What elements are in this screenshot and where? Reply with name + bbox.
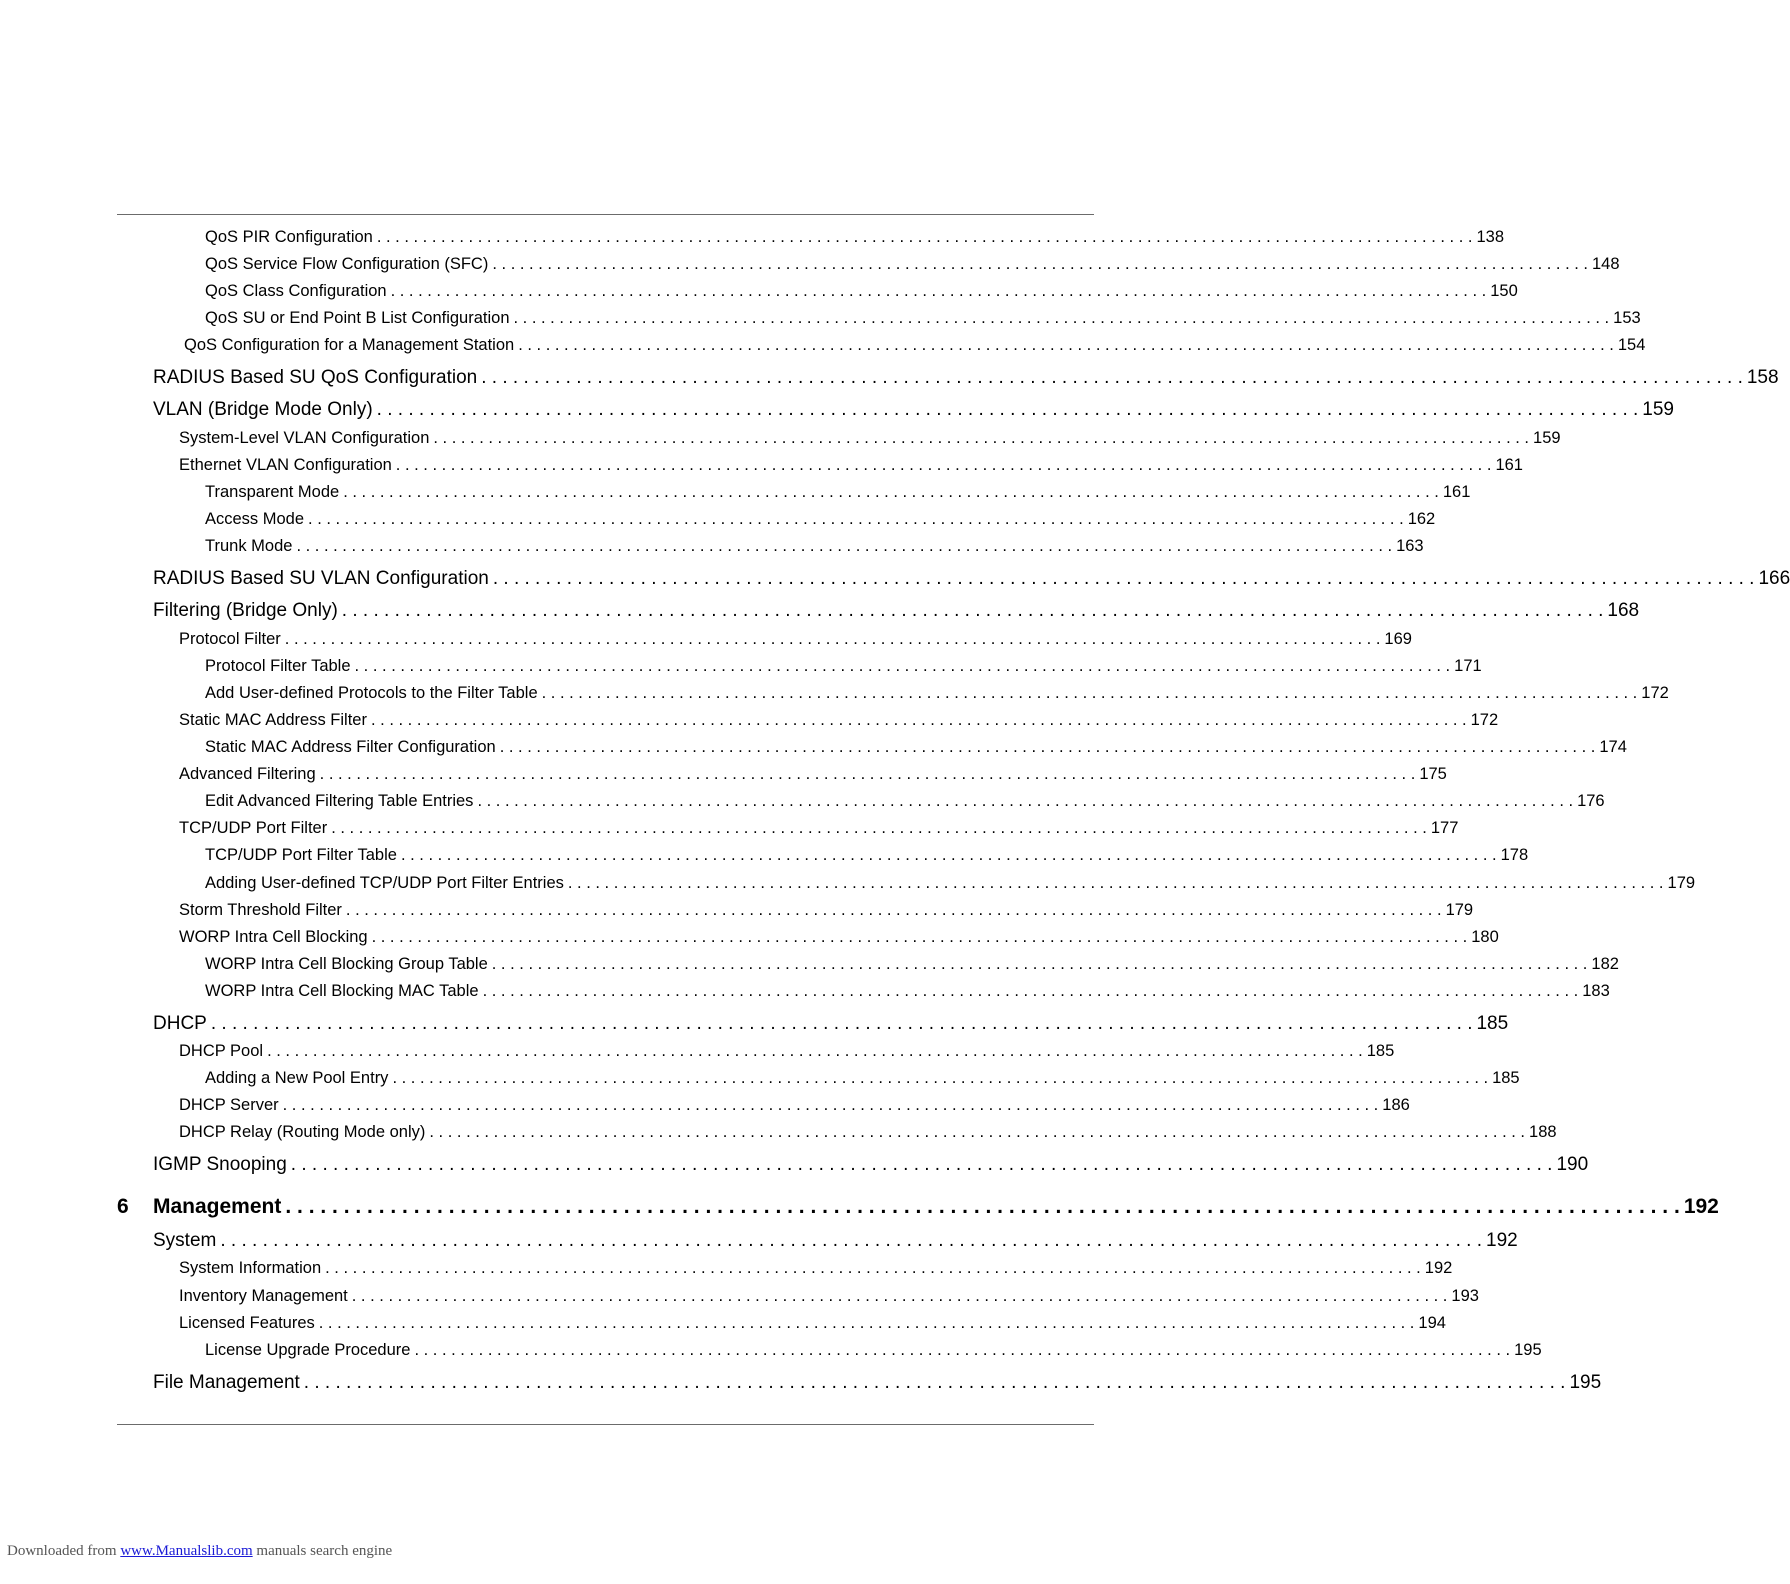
toc-entry[interactable] xyxy=(153,1372,1602,1394)
toc-entry-label: QoS Class Configuration xyxy=(205,282,387,300)
toc-leader: . . . . . . . . . . . . . . . . . . . . . . . . . . . . . . . . . . . . . . . . . . . . . . . . . . . . . . . . . . . . . . . . . . . . . . . . . . . . . . . . . . . . . . . . . . . . . . . . . . . . . . . . . . . . . . . . . . . . . . . . xyxy=(400,846,1497,864)
toc-entry-label: Protocol Filter Table xyxy=(205,657,351,675)
toc-leader: . . . . . . . . . . . . . . . . . . . . . . . . . . . . . . . . . . . . . . . . . . . . . . . . . . . . . . . . . . . . . . . . . . . . . . . . . . . . . . . . . . . . . . . . . . . . . . . . . . . . . . . . . . . . . . . . . . . . . . . . xyxy=(345,901,1442,919)
toc-entry-label: TCP/UDP Port Filter Table xyxy=(205,846,397,864)
toc-entry-label: Adding a New Pool Entry xyxy=(205,1069,389,1087)
toc-page-number: 169 xyxy=(1384,630,1412,648)
bottom-rule xyxy=(117,1424,1094,1425)
toc-entry[interactable] xyxy=(184,336,1646,355)
toc-entry[interactable] xyxy=(205,255,1620,274)
toc-leader: . . . . . . . . . . . . . . . . . . . . . . . . . . . . . . . . . . . . . . . . . . . . . . . . . . . . . . . . . . . . . . . . . . . . . . . . . . . . . . . . . . . . . . . . . . . . . . . . . . . . . . . . . . . . . . . . . . . . . . . . xyxy=(541,684,1638,702)
toc-page-number: 158 xyxy=(1746,367,1779,388)
toc-leader: . . . . . . . . . . . . . . . . . . . . . . . . . . . . . . . . . . . . . . . . . . . . . . . . . . . . . . . . . . . . . . . . . . . . . . . . . . . . . . . . . . . . . . . . . . . . . . . . . . . . . . . . . . . . . . . . . . . . . . . . xyxy=(220,1230,1482,1251)
toc-page-number: 194 xyxy=(1418,1314,1446,1332)
toc-page-number: 182 xyxy=(1591,955,1619,973)
toc-leader: . . . . . . . . . . . . . . . . . . . . . . . . . . . . . . . . . . . . . . . . . . . . . . . . . . . . . . . . . . . . . . . . . . . . . . . . . . . . . . . . . . . . . . . . . . . . . . . . . . . . . . . . . . . . . . . . . . . . . . . . xyxy=(567,874,1664,892)
toc-entry-label: RADIUS Based SU VLAN Configuration xyxy=(153,568,489,589)
toc-entry-label: Add User-defined Protocols to the Filter Table xyxy=(205,684,538,702)
toc-entry-label: System xyxy=(153,1230,217,1251)
toc-page-number: 179 xyxy=(1667,874,1696,892)
toc-page-number: 175 xyxy=(1419,765,1447,783)
toc-leader: . . . . . . . . . . . . . . . . . . . . . . . . . . . . . . . . . . . . . . . . . . . . . . . . . . . . . . . . . . . . . . . . . . . . . . . . . . . . . . . . . . . . . . . . . . . . . . . . . . . . . . . . . . . . . . . . . . . . . . . . xyxy=(319,765,1416,783)
toc-page-number: 171 xyxy=(1454,657,1482,675)
toc-entry-label: System Information xyxy=(179,1259,322,1277)
toc-leader: . . . . . . . . . . . . . . . . . . . . . . . . . . . . . . . . . . . . . . . . . . . . . . . . . . . . . . . . . . . . . . . . . . . . . . . . . . . . . . . . . . . . . . . . . . . . . . . . . . . . . . . . . . . . . . . . . . . . . . . . xyxy=(414,1341,1511,1359)
toc-leader: . . . . . . . . . . . . . . . . . . . . . . . . . . . . . . . . . . . . . . . . . . . . . . . . . . . . . . . . . . . . . . . . . . . . . . . . . . . . . . . . . . . . . . . . . . . . . . . . . . . . . . . . . . . . . . . . . . . . . . . . xyxy=(351,1287,1448,1305)
toc-entry-label: Edit Advanced Filtering Table Entries xyxy=(205,792,474,810)
toc-entry-label: TCP/UDP Port Filter xyxy=(179,819,328,837)
toc-entry[interactable] xyxy=(153,600,1640,622)
toc-page-number: 163 xyxy=(1396,537,1424,555)
toc-entry-label: System-Level VLAN Configuration xyxy=(179,429,430,447)
toc-entry[interactable] xyxy=(179,711,1499,730)
toc-leader: . . . . . . . . . . . . . . . . . . . . . . . . . . . . . . . . . . . . . . . . . . . . . . . . . . . . . . . . . . . . . . . . . . . . . . . . . . . . . . . . . . . . . . . . . . . . . . . . . . . . . . . . . . . . . . . . . . . . . . . . xyxy=(477,792,1574,810)
toc-entry[interactable] xyxy=(179,630,1412,649)
toc-entry-label: Filtering (Bridge Only) xyxy=(153,600,338,621)
toc-leader: . . . . . . . . . . . . . . . . . . . . . . . . . . . . . . . . . . . . . . . . . . . . . . . . . . . . . . . . . . . . . . . . . . . . . . . . . . . . . . . . . . . . . . . . . . . . . . . . . . . . . . . . . . . . . . . . . . . . . . . . xyxy=(308,510,1404,528)
toc-entry-label: QoS SU or End Point B List Configuration xyxy=(205,309,510,327)
toc-entry[interactable] xyxy=(205,846,1529,865)
toc-page-number: 148 xyxy=(1592,255,1620,273)
toc-leader: . . . . . . . . . . . . . . . . . . . . . . . . . . . . . . . . . . . . . . . . . . . . . . . . . . . . . . . . . . . . . . . . . . . . . . . . . . . . . . . . . . . . . . . . . . . . . . . . . . . . . . . . . . . . . . . . . . . . . . . . xyxy=(370,711,1467,729)
toc-leader: . . . . . . . . . . . . . . . . . . . . . . . . . . . . . . . . . . . . . . . . . . . . . . . . . . . . . . . . . . . . . . . . . . . . . . . . . . . . . . . . . . . . . . . . . . . . . . . . . . . . . . . . . . . . . . . . . . . . . . . . xyxy=(285,1195,1680,1218)
toc-leader: . . . . . . . . . . . . . . . . . . . . . . . . . . . . . . . . . . . . . . . . . . . . . . . . . . . . . . . . . . . . . . . . . . . . . . . . . . . . . . . . . . . . . . . . . . . . . . . . . . . . . . . . . . . . . . . . . . . . . . . . xyxy=(376,228,1473,246)
toc-page-number: 188 xyxy=(1529,1123,1557,1141)
toc-leader: . . . . . . . . . . . . . . . . . . . . . . . . . . . . . . . . . . . . . . . . . . . . . . . . . . . . . . . . . . . . . . . . . . . . . . . . . . . . . . . . . . . . . . . . . . . . . . . . . . . . . . . . . . . . . . . . . . . . . . . . xyxy=(282,1096,1379,1114)
toc-leader: . . . . . . . . . . . . . . . . . . . . . . . . . . . . . . . . . . . . . . . . . . . . . . . . . . . . . . . . . . . . . . . . . . . . . . . . . . . . . . . . . . . . . . . . . . . . . . . . . . . . . . . . . . . . . . . . . . . . . . . . xyxy=(390,282,1487,300)
toc-entry-label: WORP Intra Cell Blocking xyxy=(179,928,368,946)
toc-entry-label: Access Mode xyxy=(205,510,305,528)
toc-page-number: 185 xyxy=(1366,1042,1395,1060)
toc-entry-label: License Upgrade Procedure xyxy=(205,1341,411,1359)
toc-page-number: 159 xyxy=(1533,429,1561,447)
toc-entry[interactable] xyxy=(179,1259,1453,1278)
toc-leader: . . . . . . . . . . . . . . . . . . . . . . . . . . . . . . . . . . . . . . . . . . . . . . . . . . . . . . . . . . . . . . . . . . . . . . . . . . . . . . . . . . . . . . . . . . . . . . . . . . . . . . . . . . . . . . . . . . . . . . . . xyxy=(499,738,1596,756)
toc-entry[interactable] xyxy=(205,309,1641,328)
toc-leader: . . . . . . . . . . . . . . . . . . . . . . . . . . . . . . . . . . . . . . . . . . . . . . . . . . . . . . . . . . . . . . . . . . . . . . . . . . . . . . . . . . . . . . . . . . . . . . . . . . . . . . . . . . . . . . . . . . . . . . . . xyxy=(429,1123,1526,1141)
toc-entry[interactable] xyxy=(179,1042,1395,1061)
toc-leader: . . . . . . . . . . . . . . . . . . . . . . . . . . . . . . . . . . . . . . . . . . . . . . . . . . . . . . . . . . . . . . . . . . . . . . . . . . . . . . . . . . . . . . . . . . . . . . . . . . . . . . . . . . . . . . . . . . . . . . . . xyxy=(290,1154,1553,1175)
toc-leader: . . . . . . . . . . . . . . . . . . . . . . . . . . . . . . . . . . . . . . . . . . . . . . . . . . . . . . . . . . . . . . . . . . . . . . . . . . . . . . . . . . . . . . . . . . . . . . . . . . . . . . . . . . . . . . . . . . . . . . . . xyxy=(331,819,1427,837)
toc-page-number: 190 xyxy=(1556,1154,1589,1175)
toc-entry-label: WORP Intra Cell Blocking Group Table xyxy=(205,955,488,973)
toc-leader: . . . . . . . . . . . . . . . . . . . . . . . . . . . . . . . . . . . . . . . . . . . . . . . . . . . . . . . . . . . . . . . . . . . . . . . . . . . . . . . . . . . . . . . . . . . . . . . . . . . . . . . . . . . . . . . . . . . . . . . . xyxy=(376,399,1639,420)
toc-entry-label: Advanced Filtering xyxy=(179,765,316,783)
toc-entry-label: Static MAC Address Filter Configuration xyxy=(205,738,496,756)
toc-entry[interactable] xyxy=(153,1154,1589,1176)
toc-entry[interactable] xyxy=(179,819,1459,838)
toc-page-number: 178 xyxy=(1500,846,1529,864)
toc-page-number: 183 xyxy=(1582,982,1610,1000)
toc-page-number: 180 xyxy=(1471,928,1499,946)
toc-entry-label: DHCP xyxy=(153,1013,207,1034)
toc-leader: . . . . . . . . . . . . . . . . . . . . . . . . . . . . . . . . . . . . . . . . . . . . . . . . . . . . . . . . . . . . . . . . . . . . . . . . . . . . . . . . . . . . . . . . . . . . . . . . . . . . . . . . . . . . . . . . . . . . . . . . xyxy=(482,982,1579,1000)
toc-leader: . . . . . . . . . . . . . . . . . . . . . . . . . . . . . . . . . . . . . . . . . . . . . . . . . . . . . . . . . . . . . . . . . . . . . . . . . . . . . . . . . . . . . . . . . . . . . . . . . . . . . . . . . . . . . . . . . . . . . . . . xyxy=(343,483,1439,501)
toc-entry-label: DHCP Relay (Routing Mode only) xyxy=(179,1123,426,1141)
toc-page-number: 176 xyxy=(1577,792,1605,810)
toc-entry-label: VLAN (Bridge Mode Only) xyxy=(153,399,373,420)
toc-page-number: 179 xyxy=(1445,901,1474,919)
toc-page-number: 159 xyxy=(1642,399,1674,420)
toc-entry[interactable] xyxy=(205,282,1518,301)
toc-entry-label: Inventory Management xyxy=(179,1287,348,1305)
toc-entry[interactable] xyxy=(205,1341,1542,1360)
toc-entry[interactable] xyxy=(179,765,1447,784)
toc-page-number: 192 xyxy=(1486,1230,1518,1251)
toc-leader: . . . . . . . . . . . . . . . . . . . . . . . . . . . . . . . . . . . . . . . . . . . . . . . . . . . . . . . . . . . . . . . . . . . . . . . . . . . . . . . . . . . . . . . . . . . . . . . . . . . . . . . . . . . . . . . . . . . . . . . . xyxy=(395,456,1492,474)
footer-suffix: manuals search engine xyxy=(256,1543,393,1559)
toc-page-number: 161 xyxy=(1495,456,1523,474)
toc-entry-label: Ethernet VLAN Configuration xyxy=(179,456,392,474)
toc-entry[interactable] xyxy=(179,1123,1557,1142)
toc-entry[interactable] xyxy=(179,1096,1410,1115)
toc-entry[interactable] xyxy=(153,1230,1518,1252)
toc-page-number: 185 xyxy=(1492,1069,1520,1087)
toc-leader: . . . . . . . . . . . . . . . . . . . . . . . . . . . . . . . . . . . . . . . . . . . . . . . . . . . . . . . . . . . . . . . . . . . . . . . . . . . . . . . . . . . . . . . . . . . . . . . . . . . . . . . . . . . . . . . . . . . . . . . . xyxy=(284,630,1381,648)
toc-entry[interactable] xyxy=(205,982,1610,1001)
toc-page-number: 193 xyxy=(1451,1287,1479,1305)
toc-entry-label: Licensed Features xyxy=(179,1314,315,1332)
toc-entry[interactable] xyxy=(205,1069,1520,1088)
toc-entry-label: DHCP Pool xyxy=(179,1042,264,1060)
toc-leader: . . . . . . . . . . . . . . . . . . . . . . . . . . . . . . . . . . . . . . . . . . . . . . . . . . . . . . . . . . . . . . . . . . . . . . . . . . . . . . . . . . . . . . . . . . . . . . . . . . . . . . . . . . . . . . . . . . . . . . . . xyxy=(210,1013,1473,1034)
toc-page-number: 185 xyxy=(1476,1013,1509,1034)
toc-entry[interactable] xyxy=(179,1287,1479,1306)
toc-leader: . . . . . . . . . . . . . . . . . . . . . . . . . . . . . . . . . . . . . . . . . . . . . . . . . . . . . . . . . . . . . . . . . . . . . . . . . . . . . . . . . . . . . . . . . . . . . . . . . . . . . . . . . . . . . . . . . . . . . . . . xyxy=(354,657,1451,675)
toc-entry[interactable] xyxy=(205,510,1436,529)
toc-entry[interactable] xyxy=(205,792,1605,811)
toc-page-number: 195 xyxy=(1514,1341,1542,1359)
toc-page-number: 161 xyxy=(1442,483,1471,501)
toc-leader: . . . . . . . . . . . . . . . . . . . . . . . . . . . . . . . . . . . . . . . . . . . . . . . . . . . . . . . . . . . . . . . . . . . . . . . . . . . . . . . . . . . . . . . . . . . . . . . . . . . . . . . . . . . . . . . . . . . . . . . . xyxy=(318,1314,1415,1332)
toc-entry[interactable] xyxy=(179,928,1499,947)
toc-leader: . . . . . . . . . . . . . . . . . . . . . . . . . . . . . . . . . . . . . . . . . . . . . . . . . . . . . . . . . . . . . . . . . . . . . . . . . . . . . . . . . . . . . . . . . . . . . . . . . . . . . . . . . . . . . . . . . . . . . . . . xyxy=(267,1042,1363,1060)
toc-leader: . . . . . . . . . . . . . . . . . . . . . . . . . . . . . . . . . . . . . . . . . . . . . . . . . . . . . . . . . . . . . . . . . . . . . . . . . . . . . . . . . . . . . . . . . . . . . . . . . . . . . . . . . . . . . . . . . . . . . . . . xyxy=(341,600,1604,621)
toc-entry[interactable] xyxy=(179,429,1561,448)
toc-page-number: 172 xyxy=(1470,711,1499,729)
toc-leader: . . . . . . . . . . . . . . . . . . . . . . . . . . . . . . . . . . . . . . . . . . . . . . . . . . . . . . . . . . . . . . . . . . . . . . . . . . . . . . . . . . . . . . . . . . . . . . . . . . . . . . . . . . . . . . . . . . . . . . . . xyxy=(481,367,1743,388)
toc-entry-label: QoS Configuration for a Management Station xyxy=(184,336,515,354)
toc-entry-label: Trunk Mode xyxy=(205,537,293,555)
toc-entry-label: QoS Service Flow Configuration (SFC) xyxy=(205,255,489,273)
toc-entry-label: DHCP Server xyxy=(179,1096,279,1114)
toc-page-number: 166 xyxy=(1758,568,1790,589)
toc-page-number: 154 xyxy=(1617,336,1646,354)
toc-leader: . . . . . . . . . . . . . . . . . . . . . . . . . . . . . . . . . . . . . . . . . . . . . . . . . . . . . . . . . . . . . . . . . . . . . . . . . . . . . . . . . . . . . . . . . . . . . . . . . . . . . . . . . . . . . . . . . . . . . . . . xyxy=(518,336,1614,354)
chapter-number: 6 xyxy=(117,1195,129,1218)
toc-page-number: 168 xyxy=(1607,600,1640,621)
toc-page-number: 195 xyxy=(1569,1372,1602,1393)
toc-entry-label: Management xyxy=(153,1195,282,1218)
toc-entry[interactable] xyxy=(205,537,1424,556)
download-footer xyxy=(7,1543,392,1560)
toc-entry[interactable] xyxy=(179,456,1523,475)
toc-page-number: 174 xyxy=(1599,738,1627,756)
toc-leader: . . . . . . . . . . . . . . . . . . . . . . . . . . . . . . . . . . . . . . . . . . . . . . . . . . . . . . . . . . . . . . . . . . . . . . . . . . . . . . . . . . . . . . . . . . . . . . . . . . . . . . . . . . . . . . . . . . . . . . . . xyxy=(296,537,1393,555)
toc-leader: . . . . . . . . . . . . . . . . . . . . . . . . . . . . . . . . . . . . . . . . . . . . . . . . . . . . . . . . . . . . . . . . . . . . . . . . . . . . . . . . . . . . . . . . . . . . . . . . . . . . . . . . . . . . . . . . . . . . . . . . xyxy=(492,568,1755,589)
toc-entry[interactable] xyxy=(153,568,1790,590)
toc-entry-label: Static MAC Address Filter xyxy=(179,711,367,729)
toc-entry-label: IGMP Snooping xyxy=(153,1154,287,1175)
manualslib-link[interactable]: www.Manualslib.com xyxy=(120,1543,253,1559)
toc-entry-label: Storm Threshold Filter xyxy=(179,901,342,919)
toc-entry[interactable] xyxy=(153,367,1779,389)
toc-leader: . . . . . . . . . . . . . . . . . . . . . . . . . . . . . . . . . . . . . . . . . . . . . . . . . . . . . . . . . . . . . . . . . . . . . . . . . . . . . . . . . . . . . . . . . . . . . . . . . . . . . . . . . . . . . . . . . . . . . . . . xyxy=(491,955,1588,973)
top-rule xyxy=(117,214,1094,215)
toc-entry[interactable] xyxy=(205,874,1696,893)
toc-leader: . . . . . . . . . . . . . . . . . . . . . . . . . . . . . . . . . . . . . . . . . . . . . . . . . . . . . . . . . . . . . . . . . . . . . . . . . . . . . . . . . . . . . . . . . . . . . . . . . . . . . . . . . . . . . . . . . . . . . . . . xyxy=(433,429,1530,447)
toc-entry[interactable] xyxy=(205,684,1669,703)
toc-entry[interactable] xyxy=(179,901,1474,920)
toc-entry[interactable] xyxy=(205,657,1482,676)
toc-page-number: 192 xyxy=(1683,1195,1719,1218)
toc-page-number: 177 xyxy=(1430,819,1459,837)
toc-entry-label: QoS PIR Configuration xyxy=(205,228,373,246)
toc-entry-label: Transparent Mode xyxy=(205,483,340,501)
toc-entry[interactable] xyxy=(205,228,1505,247)
toc-leader: . . . . . . . . . . . . . . . . . . . . . . . . . . . . . . . . . . . . . . . . . . . . . . . . . . . . . . . . . . . . . . . . . . . . . . . . . . . . . . . . . . . . . . . . . . . . . . . . . . . . . . . . . . . . . . . . . . . . . . . . xyxy=(513,309,1610,327)
toc-page-number: 172 xyxy=(1641,684,1669,702)
toc-page-number: 192 xyxy=(1424,1259,1453,1277)
toc-leader: . . . . . . . . . . . . . . . . . . . . . . . . . . . . . . . . . . . . . . . . . . . . . . . . . . . . . . . . . . . . . . . . . . . . . . . . . . . . . . . . . . . . . . . . . . . . . . . . . . . . . . . . . . . . . . . . . . . . . . . . xyxy=(392,1069,1489,1087)
toc-page-number: 186 xyxy=(1382,1096,1410,1114)
toc-leader: . . . . . . . . . . . . . . . . . . . . . . . . . . . . . . . . . . . . . . . . . . . . . . . . . . . . . . . . . . . . . . . . . . . . . . . . . . . . . . . . . . . . . . . . . . . . . . . . . . . . . . . . . . . . . . . . . . . . . . . . xyxy=(325,1259,1421,1277)
toc-entry-label: RADIUS Based SU QoS Configuration xyxy=(153,367,478,388)
toc-entry-label: File Management xyxy=(153,1372,300,1393)
toc-leader: . . . . . . . . . . . . . . . . . . . . . . . . . . . . . . . . . . . . . . . . . . . . . . . . . . . . . . . . . . . . . . . . . . . . . . . . . . . . . . . . . . . . . . . . . . . . . . . . . . . . . . . . . . . . . . . . . . . . . . . . xyxy=(371,928,1468,946)
toc-entry[interactable] xyxy=(153,399,1674,421)
toc-entry-label: Adding User-defined TCP/UDP Port Filter Entries xyxy=(205,874,564,892)
toc-entry[interactable] xyxy=(205,483,1471,502)
toc-page-number: 153 xyxy=(1613,309,1641,327)
toc-entry-label: Protocol Filter xyxy=(179,630,281,648)
toc-entry-label: WORP Intra Cell Blocking MAC Table xyxy=(205,982,479,1000)
toc-page-number: 162 xyxy=(1407,510,1436,528)
toc-chapter-entry[interactable] xyxy=(117,1195,1719,1219)
toc-page-number: 150 xyxy=(1490,282,1518,300)
toc-entry[interactable] xyxy=(179,1314,1446,1333)
toc-leader: . . . . . . . . . . . . . . . . . . . . . . . . . . . . . . . . . . . . . . . . . . . . . . . . . . . . . . . . . . . . . . . . . . . . . . . . . . . . . . . . . . . . . . . . . . . . . . . . . . . . . . . . . . . . . . . . . . . . . . . . xyxy=(303,1372,1566,1393)
toc-entry[interactable] xyxy=(153,1013,1509,1035)
toc-entry[interactable] xyxy=(205,955,1619,974)
toc-entry[interactable] xyxy=(205,738,1627,757)
toc-page-number: 138 xyxy=(1476,228,1505,246)
footer-prefix: Downloaded from xyxy=(7,1543,117,1559)
toc-leader: . . . . . . . . . . . . . . . . . . . . . . . . . . . . . . . . . . . . . . . . . . . . . . . . . . . . . . . . . . . . . . . . . . . . . . . . . . . . . . . . . . . . . . . . . . . . . . . . . . . . . . . . . . . . . . . . . . . . . . . . xyxy=(492,255,1588,273)
